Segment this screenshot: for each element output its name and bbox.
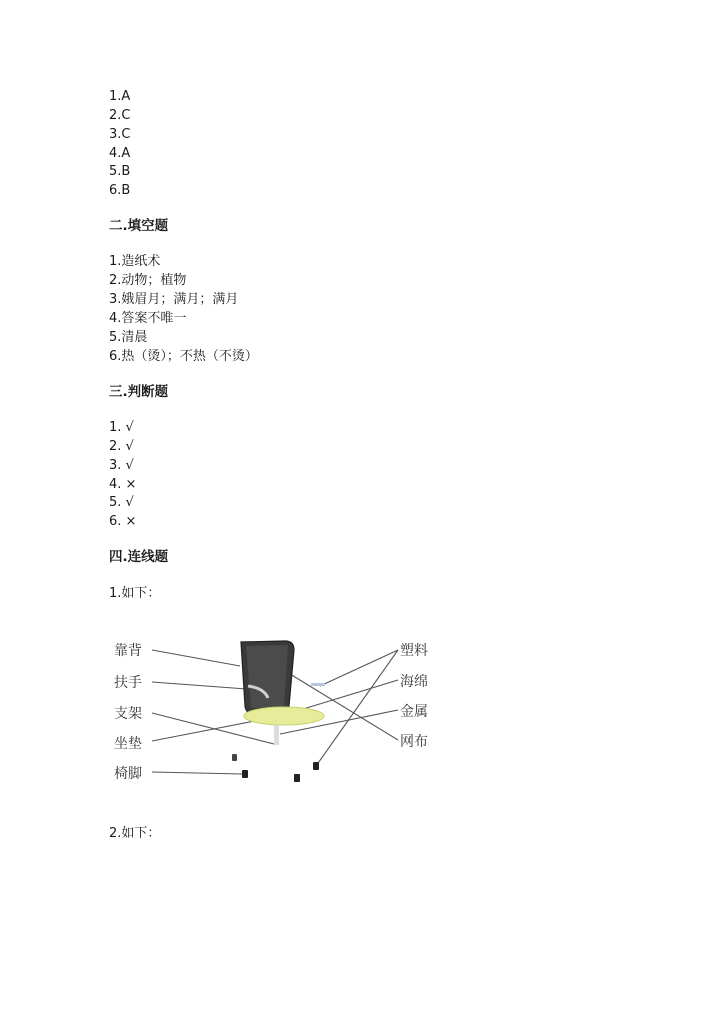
label-sponge: 海绵 xyxy=(400,674,428,690)
answer-line-2-2: 2.动物；植物 xyxy=(109,273,187,288)
section-heading-true-false: 三.判断题 xyxy=(109,384,169,400)
match-line-backrest xyxy=(152,650,240,666)
chair-wheel-center xyxy=(294,774,300,782)
question-label-2: 2.如下： xyxy=(109,826,161,841)
label-plastic: 塑料 xyxy=(400,643,428,659)
label-cushion: 坐垫 xyxy=(114,736,142,752)
answer-line-1-5: 5.B xyxy=(109,164,131,179)
answer-line-3-2: 2. √ xyxy=(109,439,134,454)
question-label-1: 1.如下： xyxy=(109,586,161,601)
match-line-plastic-b xyxy=(316,650,398,766)
label-support: 支架 xyxy=(114,706,142,722)
answer-line-1-3: 3.C xyxy=(109,127,131,142)
answer-line-3-4: 4. × xyxy=(109,477,137,492)
chair-seat-shape xyxy=(244,707,324,725)
chair-armrest-tip xyxy=(311,683,325,686)
chair-wheel-left xyxy=(242,770,248,778)
answer-line-1-2: 2.C xyxy=(109,108,131,123)
match-line-plastic-a xyxy=(320,650,398,686)
answer-line-2-4: 4.答案不唯一 xyxy=(109,311,187,326)
label-mesh: 网布 xyxy=(400,734,428,750)
label-backrest: 靠背 xyxy=(114,643,142,659)
label-metal: 金属 xyxy=(400,704,428,720)
answer-line-2-1: 1.造纸术 xyxy=(109,254,161,269)
answer-line-2-5: 5.清晨 xyxy=(109,330,148,345)
answer-line-1-1: 1.A xyxy=(109,89,131,104)
match-line-mesh xyxy=(290,674,398,740)
label-armrest: 扶手 xyxy=(114,675,142,691)
answer-line-3-5: 5. √ xyxy=(109,495,134,510)
answer-line-3-6: 6. × xyxy=(109,514,137,529)
answer-line-1-6: 6.B xyxy=(109,183,131,198)
chair-support-shape xyxy=(274,725,279,745)
chair-matching-figure xyxy=(108,628,438,798)
chair-wheel-back xyxy=(232,754,237,761)
chair-wheel-right xyxy=(313,762,319,770)
section-heading-matching: 四.连线题 xyxy=(109,549,169,565)
chair-mesh-panel xyxy=(246,645,288,708)
match-line-leg xyxy=(152,772,242,774)
label-leg: 椅脚 xyxy=(114,766,142,782)
section-heading-fill-blank: 二.填空题 xyxy=(109,218,169,234)
answer-line-2-3: 3.娥眉月；满月；满月 xyxy=(109,292,239,307)
chair-matching-svg xyxy=(108,628,438,798)
answer-line-3-3: 3. √ xyxy=(109,458,134,473)
answer-line-2-6: 6.热（烫）；不热（不烫） xyxy=(109,349,258,364)
answer-line-3-1: 1. √ xyxy=(109,420,134,435)
answer-line-1-4: 4.A xyxy=(109,146,131,161)
